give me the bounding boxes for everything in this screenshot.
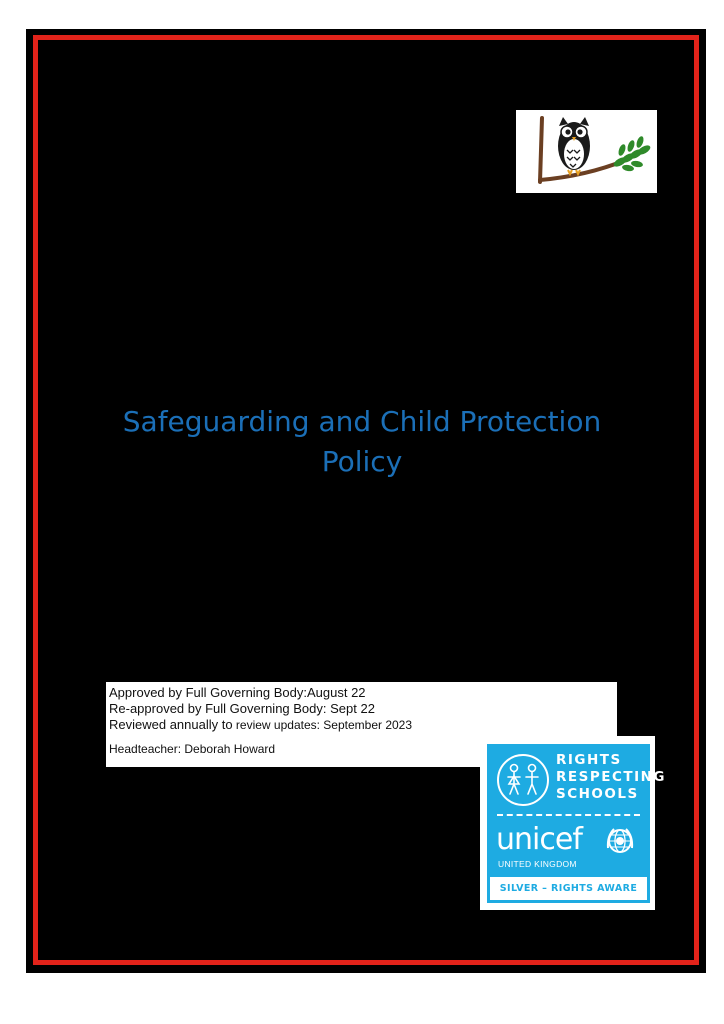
rrs-line-2: RESPECTING — [556, 769, 666, 785]
review-line-suffix: review updates: September 2023 — [232, 718, 413, 732]
rrs-line-3: SCHOOLS — [556, 786, 639, 802]
children-circle-icon — [495, 752, 551, 808]
school-logo — [516, 110, 657, 193]
document-title — [60, 402, 664, 482]
badge-divider — [497, 814, 640, 816]
unicef-rrs-badge — [480, 736, 666, 910]
award-level: SILVER – RIGHTS AWARE — [490, 877, 647, 900]
headteacher-line: Headteacher: Deborah Howard — [109, 742, 276, 756]
badge-blue-panel — [487, 744, 666, 903]
owl-on-branch-icon — [516, 110, 657, 193]
approved-line: Approved by Full Governing Body:August 22 — [109, 685, 366, 700]
rrs-line-1: RIGHTS — [556, 752, 622, 768]
unicef-wordmark: unicef — [496, 822, 582, 857]
review-line — [109, 717, 614, 733]
title-line-2: Policy — [321, 445, 403, 478]
title-line-1: Safeguarding and Child Protection — [122, 405, 602, 438]
unicef-country: UNITED KINGDOM — [498, 859, 577, 869]
unicef-globe-icon — [605, 826, 635, 856]
review-line-prefix: Reviewed annually to — [109, 717, 233, 732]
reapproved-line: Re-approved by Full Governing Body: Sept 22 — [109, 701, 375, 716]
rrs-heading — [556, 752, 666, 803]
